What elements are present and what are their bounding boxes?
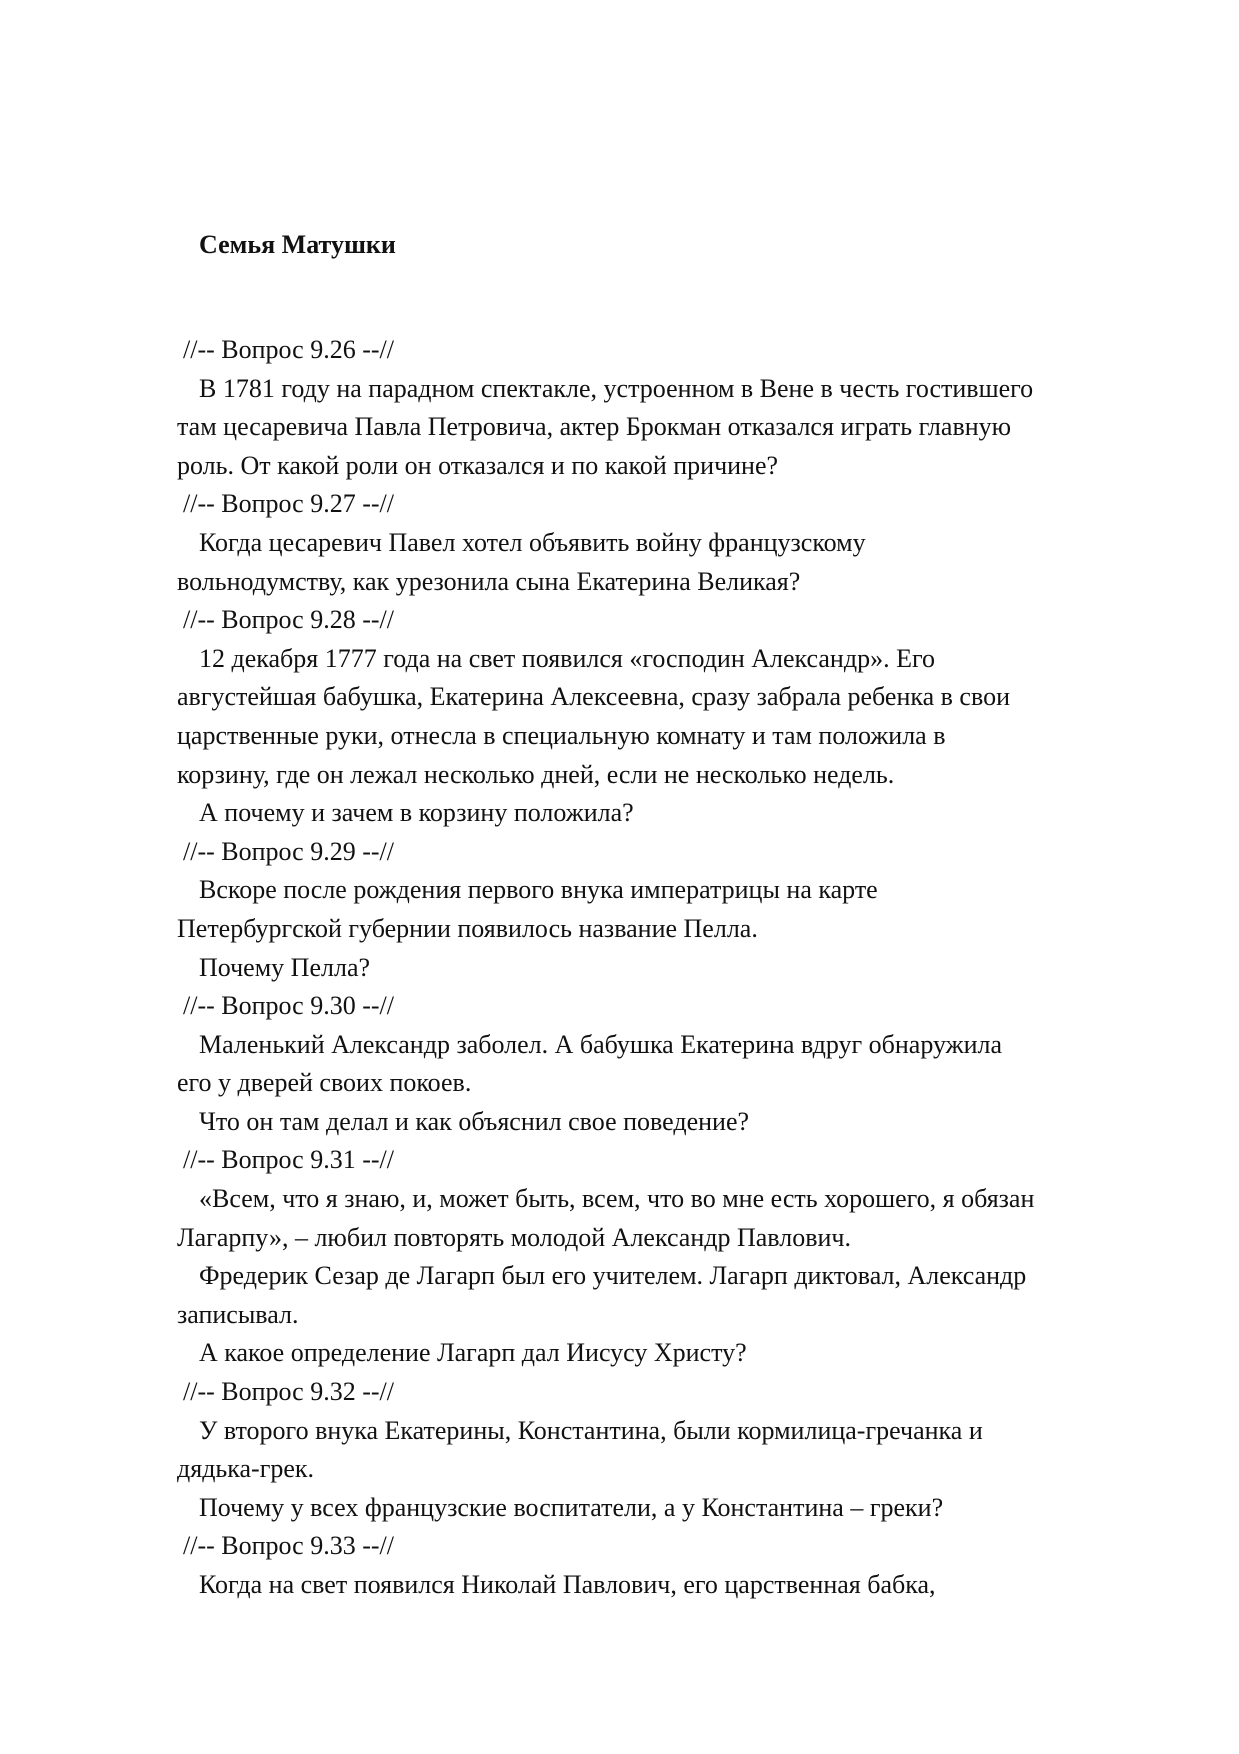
page-title: Семья Матушки (199, 230, 396, 259)
question-marker: //-- Вопрос 9.30 --// (183, 991, 394, 1021)
question-paragraph (177, 1180, 1177, 1257)
text-line: У второго внука Екатерины, Константина, были кормилица-гречанка и (199, 1415, 983, 1445)
question-marker: //-- Вопрос 9.32 --// (183, 1377, 394, 1407)
text-line: Когда цесаревич Павел хотел объявить войну французскому (199, 527, 866, 557)
text-line: А почему и зачем в корзину положила? (199, 798, 634, 828)
text-line: А какое определение Лагарп дал Иисусу Христу? (199, 1338, 747, 1368)
text-line: Вскоре после рождения первого внука императрицы на карте (199, 875, 878, 905)
text-line: роль. От какой роли он отказался и по какой причине? (177, 450, 779, 480)
text-line: Лагарпу», – любил повторять молодой Александр Павлович. (177, 1222, 851, 1252)
document-body (177, 331, 1177, 1605)
text-line: царственные руки, отнесла в специальную комнату и там положила в (177, 720, 946, 750)
question-paragraph (177, 1103, 1177, 1142)
question-paragraph (177, 370, 1177, 486)
question-paragraph (177, 871, 1177, 948)
question-marker: //-- Вопрос 9.31 --// (183, 1145, 394, 1175)
text-line: там цесаревича Павла Петровича, актер Брокман отказался играть главную (177, 412, 1012, 442)
text-line: Маленький Александр заболел. А бабушка Екатерина вдруг обнаружила (199, 1029, 1003, 1059)
question-paragraph (177, 524, 1177, 601)
question-paragraph (177, 640, 1177, 794)
text-line: Что он там делал и как объяснил свое поведение? (199, 1106, 750, 1136)
text-line: Почему Пелла? (199, 952, 371, 982)
text-line: августейшая бабушка, Екатерина Алексеевна, сразу забрала ребенка в свои (177, 682, 1010, 712)
question-paragraph (177, 1489, 1177, 1528)
text-line: дядька-грек. (177, 1454, 315, 1484)
question-marker: //-- Вопрос 9.29 --// (183, 836, 394, 866)
question-paragraph (177, 794, 1177, 833)
question-marker: //-- Вопрос 9.33 --// (183, 1531, 394, 1561)
text-line: записывал. (177, 1299, 299, 1329)
question-paragraph (177, 1026, 1177, 1103)
text-line: Петербургской губернии появилось название Пелла. (177, 913, 758, 943)
question-marker: //-- Вопрос 9.27 --// (183, 489, 394, 519)
question-paragraph (177, 949, 1177, 988)
question-marker: //-- Вопрос 9.26 --// (183, 335, 394, 364)
question-marker: //-- Вопрос 9.28 --// (183, 605, 394, 635)
question-paragraph (177, 1334, 1177, 1373)
question-paragraph (177, 1566, 1177, 1605)
text-line: корзину, где он лежал несколько дней, если не несколько недель. (177, 759, 895, 789)
text-line: Почему у всех французские воспитатели, а у Константина – греки? (199, 1492, 944, 1522)
question-paragraph (177, 1257, 1177, 1334)
text-line: его у дверей своих покоев. (177, 1068, 472, 1098)
text-line: Когда на свет появился Николай Павлович, его царственная бабка, (199, 1570, 936, 1599)
text-line: «Всем, что я знаю, и, может быть, всем, что во мне есть хорошего, я обязан (199, 1184, 1035, 1214)
text-line: 12 декабря 1777 года на свет появился «господин Александр». Его (199, 643, 935, 673)
question-paragraph (177, 1412, 1177, 1489)
text-line: Фредерик Сезар де Лагарп был его учителем. Лагарп диктовал, Александр (199, 1261, 1027, 1291)
text-line: вольнодумству, как урезонила сына Екатерина Великая? (177, 566, 801, 596)
text-line: В 1781 году на парадном спектакле, устроенном в Вене в честь гостившего (199, 373, 1034, 403)
